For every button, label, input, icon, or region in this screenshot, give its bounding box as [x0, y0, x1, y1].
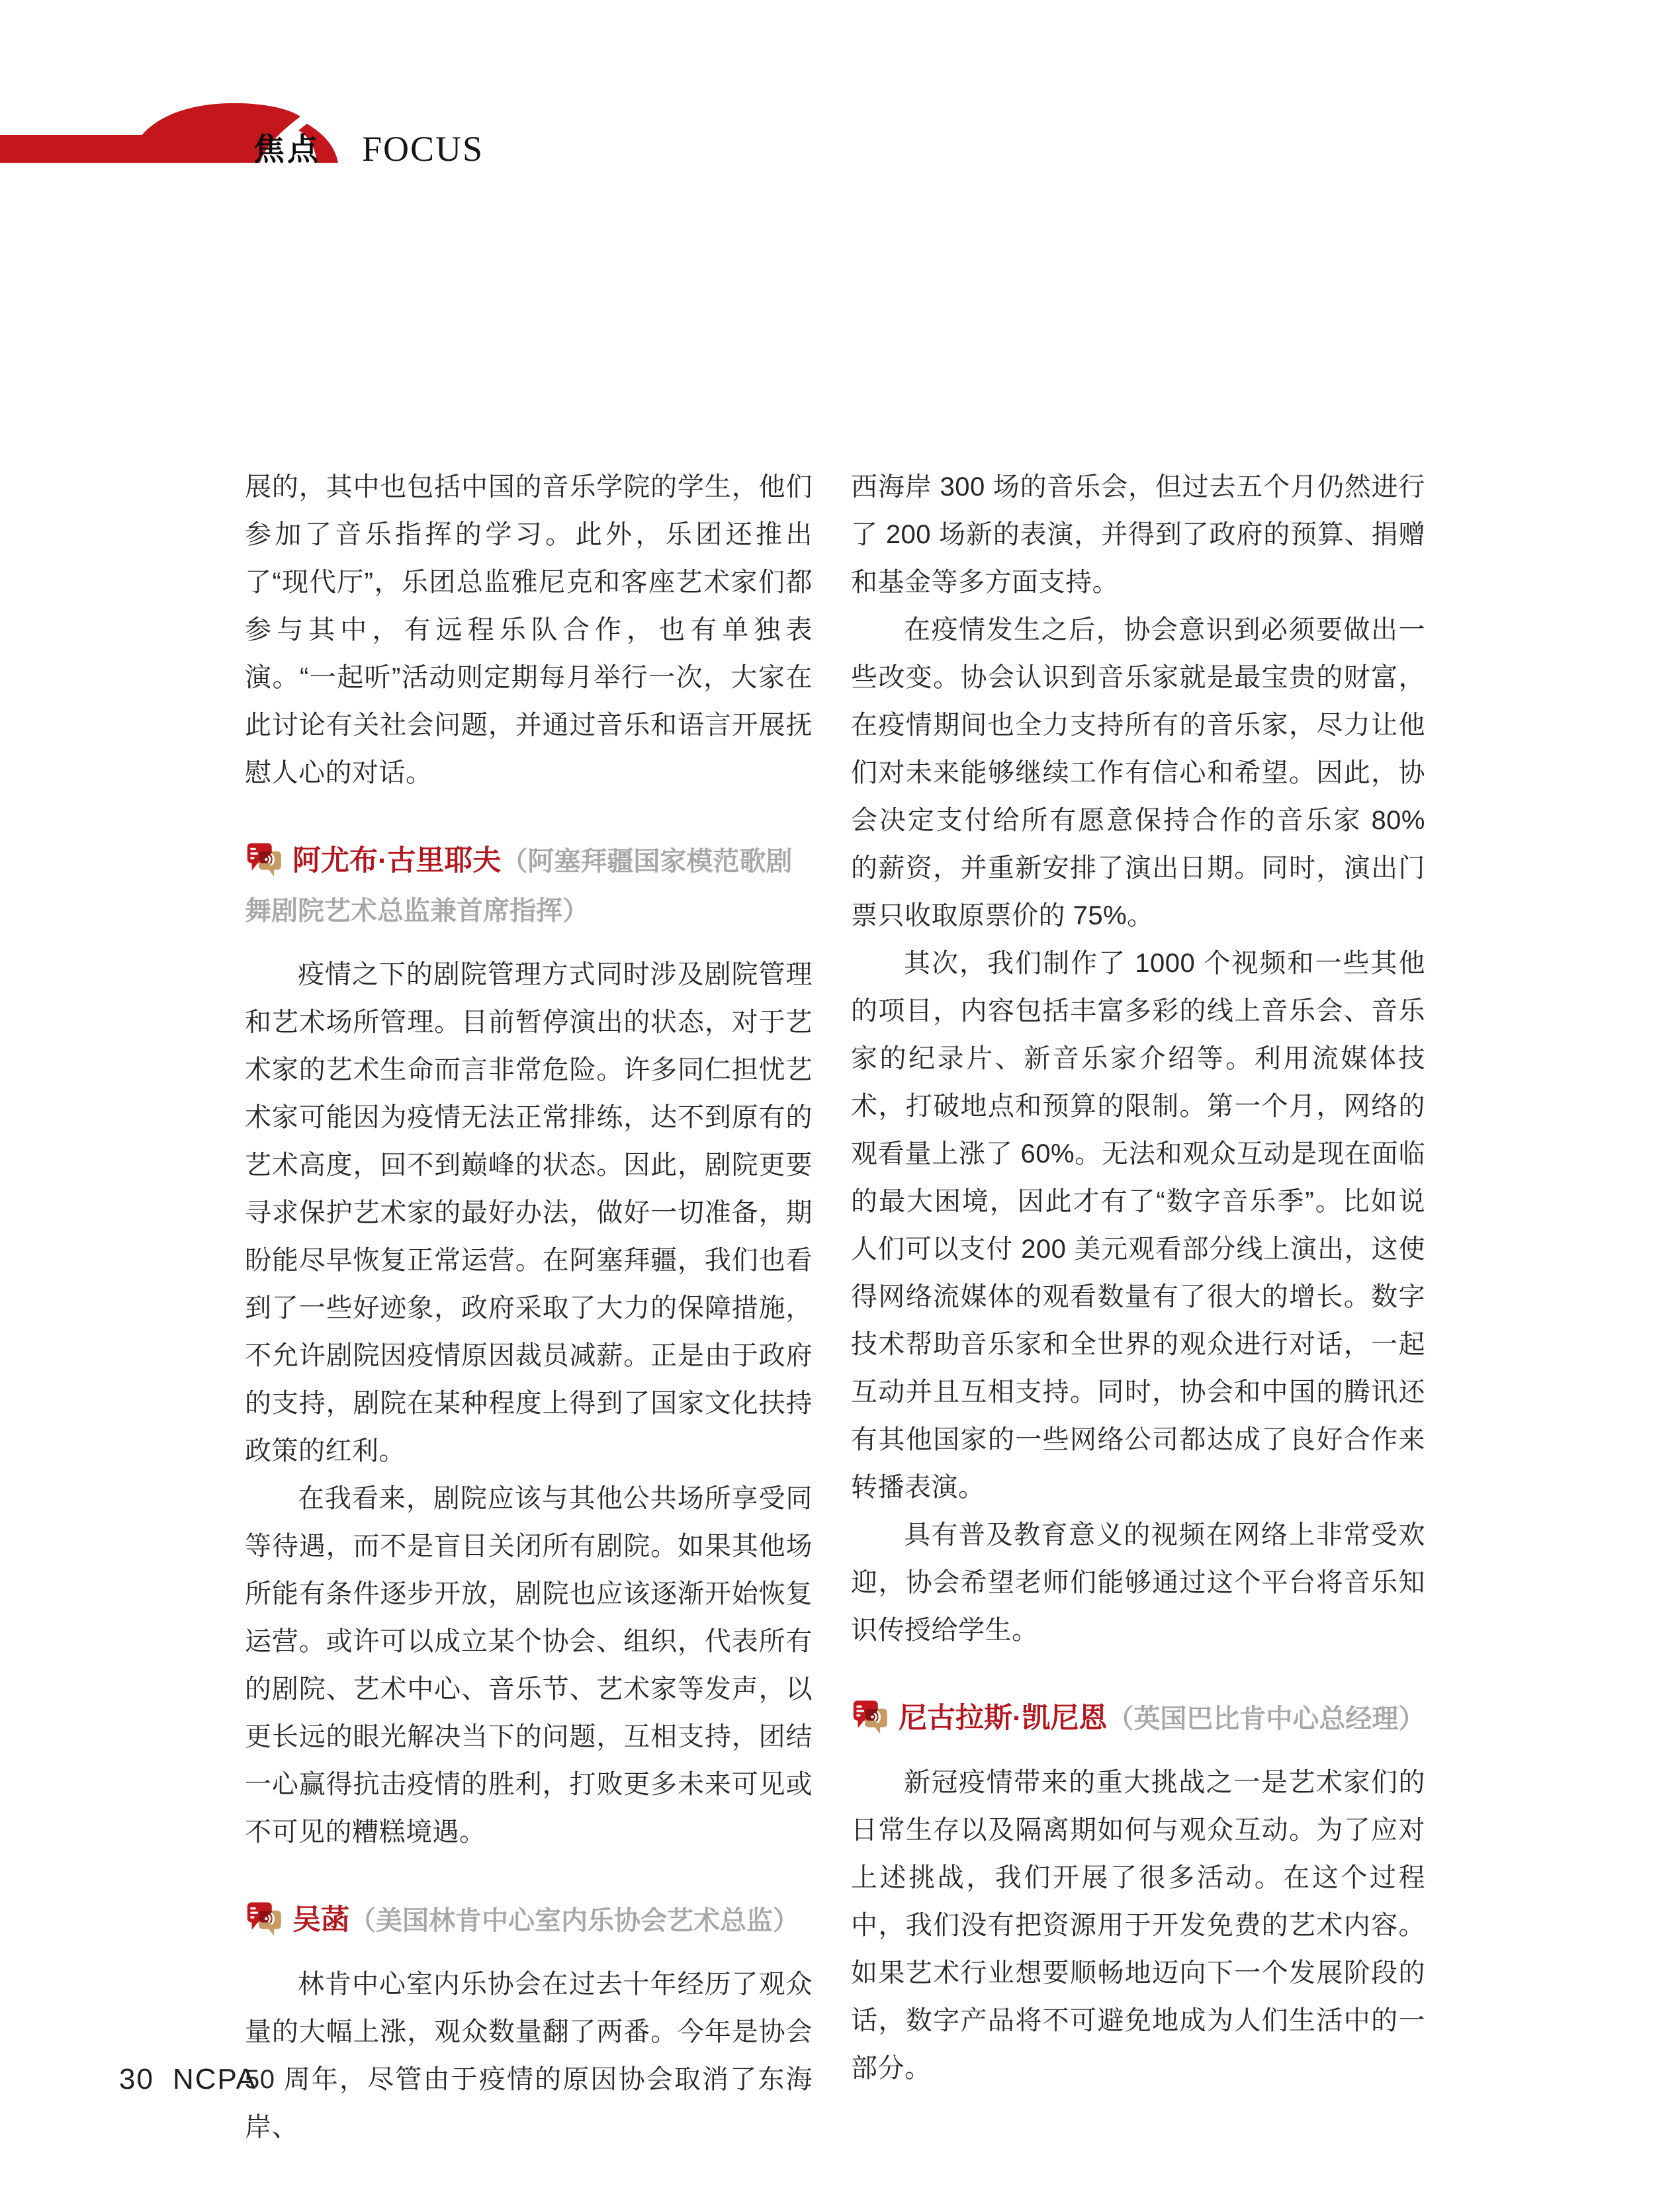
- page-footer: [119, 2063, 257, 2096]
- speaker-name: 尼古拉斯·凯尼恩: [899, 1702, 1108, 1734]
- paragraph: 疫情之下的剧院管理方式同时涉及剧院管理和艺术场所管理。目前暂停演出的状态，对于艺术家的艺术生命而言非常危险。许多同仁担忧艺术家可能因为疫情无法正常排练，达不到原有的艺术高度，回不到巅峰的状态。因此，剧院更要寻求保护艺术家的最好办法，做好一切准备，期盼能尽早恢复正常运营。在阿塞拜疆，我们也看到了一些好迹象，政府采取了大力的保障措施，不允许剧院因疫情原因裁员减薪。正是由于政府的支持，剧院在某种程度上得到了国家文化扶持政策的红利。: [245, 960, 813, 1466]
- paragraph: 展的，其中也包括中国的音乐学院的学生，他们参加了音乐指挥的学习。此外，乐团还推出了“现代厅”，乐团总监雅尼克和客座艺术家们都参与其中，有远程乐队合作，也有单独表演。“一起听”活动则定期每月举行一次，大家在此讨论有关社会问题，并通过音乐和语言开展抚慰人心的对话。: [245, 472, 813, 787]
- speaker-role: （英国巴比肯中心总经理）: [1107, 1704, 1425, 1733]
- speaker-heading: [245, 1898, 813, 1948]
- paragraph: 新冠疫情带来的重大挑战之一是艺术家们的日常生存以及隔离期如何与观众互动。为了应对上述挑战，我们开展了很多活动。在这个过程中，我们没有把资源用于开发免费的艺术内容。如果艺术行业想要顺畅地迈向下一个发展阶段的话，数字产品将不可避免地成为人们生活中的一部分。: [851, 1768, 1425, 2083]
- speaker-heading: [851, 1696, 1425, 1747]
- speaker-role: （阿塞拜疆国家模范歌剧舞剧院艺术总监兼首席指挥）: [245, 847, 793, 926]
- paragraph: 在疫情发生之后，协会意识到必须要做出一些改变。协会认识到音乐家就是最宝贵的财富，在疫情期间也全力支持所有的音乐家，尽力让他们对未来能够继续工作有信心和希望。因此，协会决定支付给所有愿意保持合作的音乐家 80% 的薪资，并重新安排了演出日期。同时，演出门票只收取原票价的 75%。: [851, 615, 1425, 930]
- speaker-heading: [245, 839, 813, 939]
- speaker-role: （美国林肯中心室内乐协会艺术总监）: [349, 1906, 799, 1935]
- speech-bubbles-icon: [851, 1698, 889, 1735]
- journal-name: NCPA: [172, 2063, 257, 2095]
- section-title-en: FOCUS: [362, 129, 484, 169]
- left-column: [245, 463, 813, 2151]
- page-number: 30: [119, 2063, 154, 2095]
- speaker-name: 吴菡: [292, 1904, 349, 1936]
- paragraph: 林肯中心室内乐协会在过去十年经历了观众量的大幅上涨，观众数量翻了两番。今年是协会 50 周年，尽管由于疫情的原因协会取消了东海岸、: [245, 1970, 813, 2142]
- section-title-cn: 焦点: [253, 132, 321, 167]
- speaker-name: 阿尤布·古里耶夫: [292, 845, 502, 877]
- paragraph: 其次，我们制作了 1000 个视频和一些其他的项目，内容包括丰富多彩的线上音乐会、音乐家的纪录片、新音乐家介绍等。利用流媒体技术，打破地点和预算的限制。第一个月，网络的观看量上涨了 60%。无法和观众互动是现在面临的最大困境，因此才有了“数字音乐季”。比如说人们可以支付 200 美元观看部分线上演出，这使得网络流媒体的观看数量有了很大的增长。数字技术帮助音乐家和全世界的观众进行对话，一起互动并且互相支持。同时，协会和中国的腾讯还有其他国家的一些网络公司都达成了良好合作来转播表演。: [851, 949, 1425, 1502]
- speech-bubbles-icon: [245, 1900, 283, 1937]
- paragraph: 具有普及教育意义的视频在网络上非常受欢迎，协会希望老师们能够通过这个平台将音乐知识传授给学生。: [851, 1520, 1425, 1645]
- right-column: [851, 463, 1425, 2092]
- paragraph: 在我看来，剧院应该与其他公共场所享受同等待遇，而不是盲目关闭所有剧院。如果其他场所能有条件逐步开放，剧院也应该逐渐开始恢复运营。或许可以成立某个协会、组织，代表所有的剧院、艺术中心、音乐节、艺术家等发声，以更长远的眼光解决当下的问题，互相支持，团结一心赢得抗击疫情的胜利，打败更多未来可见或不可见的糟糕境遇。: [245, 1484, 813, 1847]
- paragraph: 西海岸 300 场的音乐会，但过去五个月仍然进行了 200 场新的表演，并得到了政府的预算、捐赠和基金等多方面支持。: [851, 472, 1425, 597]
- speech-bubbles-icon: [245, 841, 283, 878]
